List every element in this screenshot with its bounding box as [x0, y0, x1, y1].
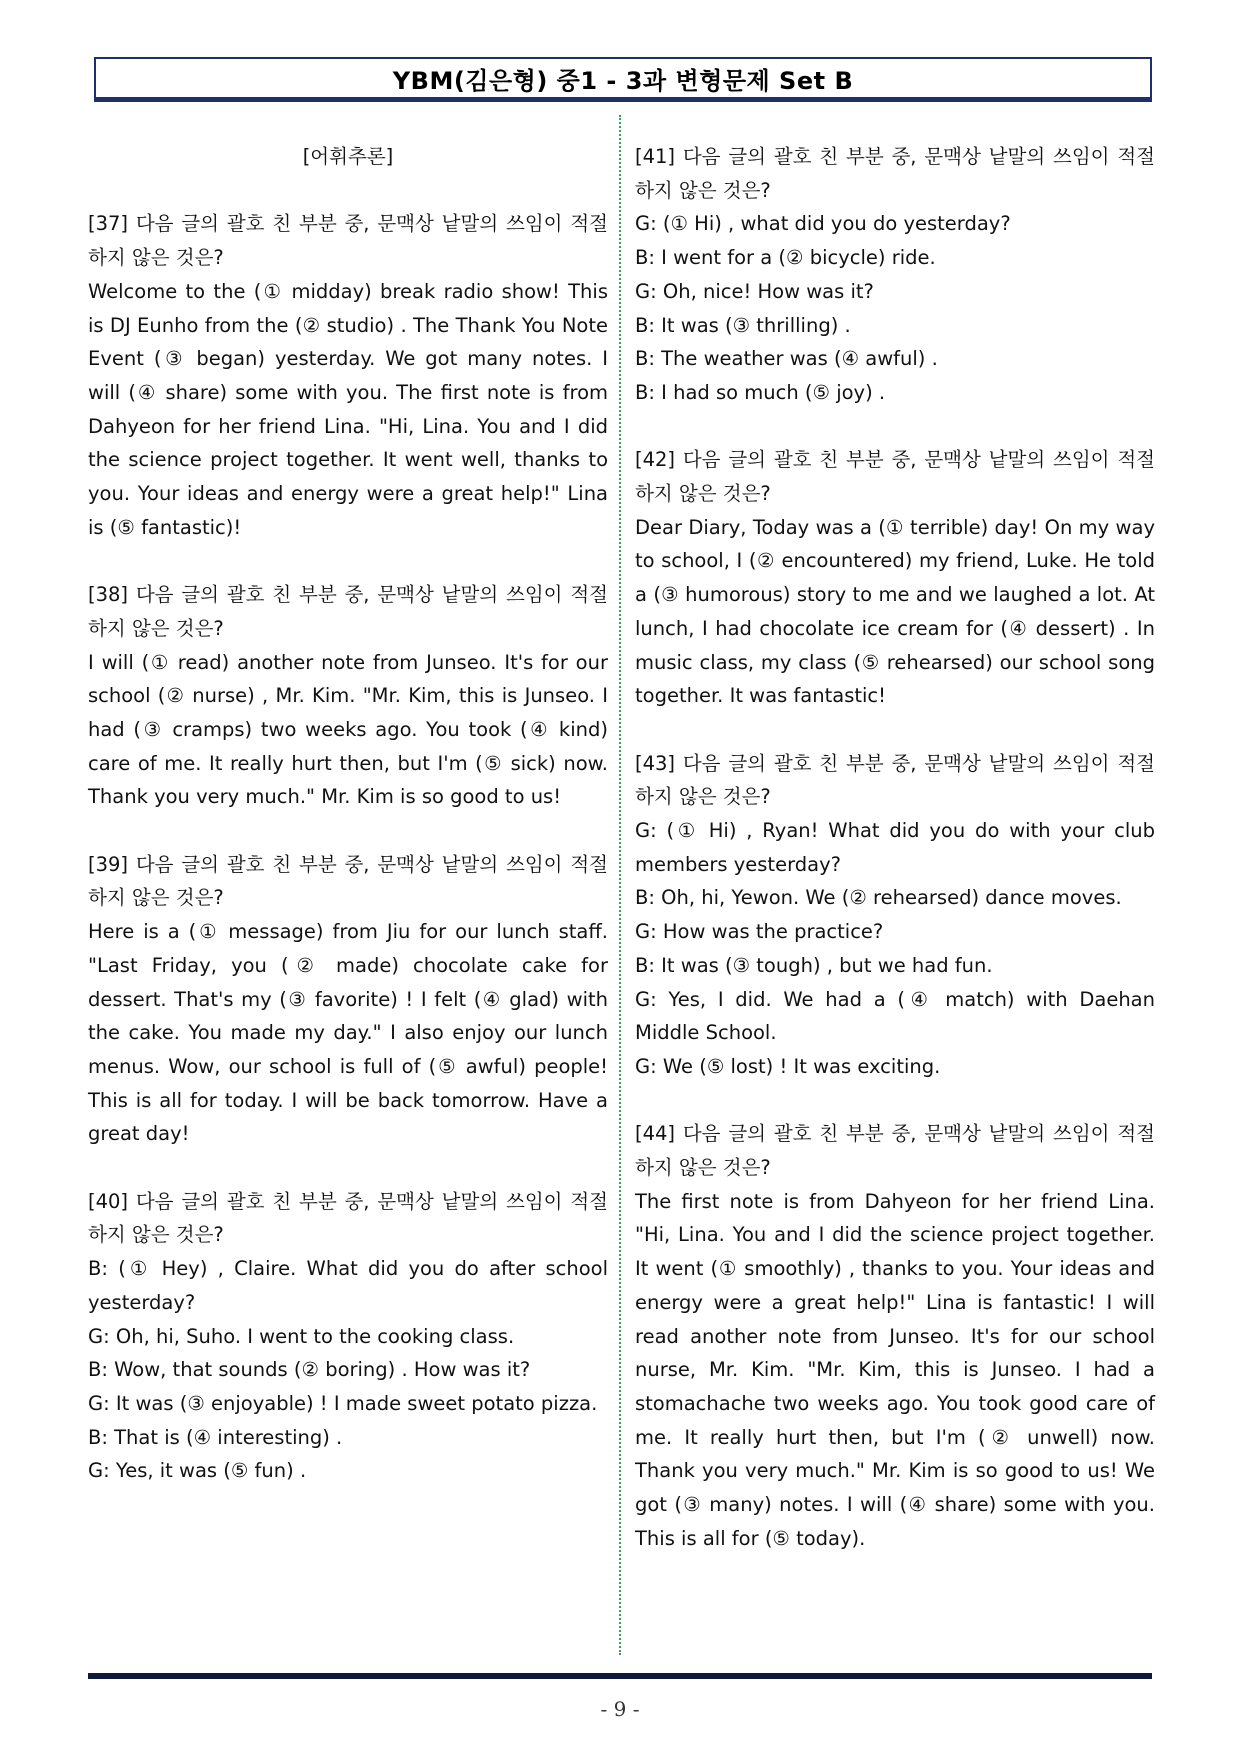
dialogue-line: G: Yes, it was (⑤ fun) . [88, 1459, 307, 1483]
document-title: YBM(김은형) 중1 - 3과 변형문제 Set B [392, 66, 854, 95]
question-38 [88, 578, 608, 814]
spacer [88, 1151, 608, 1185]
document-title-box [94, 57, 1152, 102]
dialogue-line: G: (① Hi) , what did you do yesterday? [635, 212, 1011, 236]
dialogue-line: B: (① Hey) , Claire. What did you do after school yesterday? [88, 1257, 608, 1314]
dialogue-line: G: How was the practice? [635, 920, 884, 944]
dialogue-line: G: Yes, I did. We had a (④ match) with Daehan Middle School. [635, 987, 1155, 1045]
section-label: [어휘추론] [302, 145, 394, 168]
dialogue-line: B: It was (③ tough) , but we had fun. [635, 953, 993, 977]
question-41 [635, 140, 1155, 410]
dialogue-line: G: (① Hi) , Ryan! What did you do with your club members yesterday? [635, 819, 1155, 876]
dialogue-line: B: The weather was (④ awful) . [635, 347, 938, 371]
dialogue-line: G: We (⑤ lost) ! It was exciting. [635, 1054, 941, 1078]
spacer [635, 410, 1155, 444]
question-head: [39] 다음 글의 괄호 친 부분 중, 문맥상 낱말의 쓰임이 적절하지 않은 것은? [88, 852, 608, 910]
question-43 [635, 747, 1155, 1084]
dialogue-line: B: Wow, that sounds (② boring) . How was it? [88, 1358, 531, 1382]
question-head: [38] 다음 글의 괄호 친 부분 중, 문맥상 낱말의 쓰임이 적절하지 않은 것은? [88, 583, 608, 640]
right-column [635, 140, 1155, 1555]
spacer [635, 1084, 1155, 1118]
question-39 [88, 848, 608, 1151]
dialogue-line: B: It was (③ thrilling) . [635, 313, 851, 337]
question-head: [42] 다음 글의 괄호 친 부분 중, 문맥상 낱말의 쓰임이 적절하지 않은 것은? [635, 448, 1155, 506]
question-head: [40] 다음 글의 괄호 친 부분 중, 문맥상 낱말의 쓰임이 적절하지 않은 것은? [88, 1189, 608, 1247]
dialogue-line: B: That is (④ interesting) . [88, 1425, 343, 1449]
dialogue-line: B: I went for a (② bicycle) ride. [635, 246, 936, 270]
dialogue-line: G: Oh, hi, Suho. I went to the cooking class. [88, 1324, 515, 1348]
question-body: The first note is from Dahyeon for her friend Lina. "Hi, Lina. You and I did the science project together. It went (① smoothly) , thanks to you. Your ideas and energy were a great help!" Lina is fantastic! I will read another note from Junseo. It's for our school nurse, Mr. Kim. "Mr. Kim, this is Junseo. I had a stomachache two weeks ago. You took good care of me. It really hurt then, but I'm (② unwell) now. Thank you very much." Mr. Kim is so good to us! We got (③ many) notes. I will (④ share) some with you. This is all for (⑤ today). [635, 1189, 1155, 1550]
spacer [88, 544, 608, 578]
question-body: I will (① read) another note from Junseo. It's for our school (② nurse) , Mr. Kim. "Mr. Kim, this is Junseo. I had (③ cramps) two weeks ago. You took (④ kind) care of me. It really hurt then, but I'm (⑤ sick) now. Thank you very much." Mr. Kim is so good to us! [88, 650, 608, 809]
question-42 [635, 443, 1155, 713]
footer-rule [88, 1673, 1152, 1679]
dialogue-line: B: I had so much (⑤ joy) . [635, 380, 886, 404]
question-37 [88, 207, 608, 544]
question-head: [43] 다음 글의 괄호 친 부분 중, 문맥상 낱말의 쓰임이 적절하지 않은 것은? [635, 751, 1155, 809]
question-head: [44] 다음 글의 괄호 친 부분 중, 문맥상 낱말의 쓰임이 적절하지 않은 것은? [635, 1122, 1155, 1180]
dialogue-line: G: Oh, nice! How was it? [635, 279, 874, 303]
question-40 [88, 1185, 608, 1488]
question-body: Welcome to the (① midday) break radio show! This is DJ Eunho from the (② studio) . The Thank You Note Event (③ began) yesterday. We got many notes. I will (④ share) some with you. The first note is from Dahyeon for her friend Lina. "Hi, Lina. You and I did the science project together. It went well, thanks to you. Your ideas and energy were a great help!" Lina is (⑤ fantastic)! [88, 279, 608, 539]
question-body: Here is a (① message) from Jiu for our lunch staff. "Last Friday, you (② made) chocolate cake for dessert. That's my (③ favorite) ! I felt (④ glad) with the cake. You made my day." I also enjoy our lunch menus. Wow, our school is full of (⑤ awful) people! This is all for today. I will be back tomorrow. Have a great day! [88, 920, 608, 1146]
left-column [88, 140, 608, 1488]
dialogue-line: B: Oh, hi, Yewon. We (② rehearsed) dance moves. [635, 886, 1122, 910]
spacer [635, 713, 1155, 747]
column-divider [619, 115, 621, 1655]
question-head: [41] 다음 글의 괄호 친 부분 중, 문맥상 낱말의 쓰임이 적절하지 않은 것은? [635, 145, 1155, 202]
question-head: [37] 다음 글의 괄호 친 부분 중, 문맥상 낱말의 쓰임이 적절하지 않은 것은? [88, 212, 608, 270]
dialogue-line: G: It was (③ enjoyable) ! I made sweet potato pizza. [88, 1391, 598, 1415]
spacer [88, 174, 608, 208]
question-body: Dear Diary, Today was a (① terrible) day! On my way to school, I (② encountered) my friend, Luke. He told a (③ humorous) story to me and we laughed a lot. At lunch, I had chocolate ice cream for (④ dessert) . In music class, my class (⑤ rehearsed) our school song together. It was fantastic! [635, 515, 1155, 708]
page-number: - 9 - [600, 1697, 640, 1721]
spacer [88, 814, 608, 848]
question-44 [635, 1117, 1155, 1555]
